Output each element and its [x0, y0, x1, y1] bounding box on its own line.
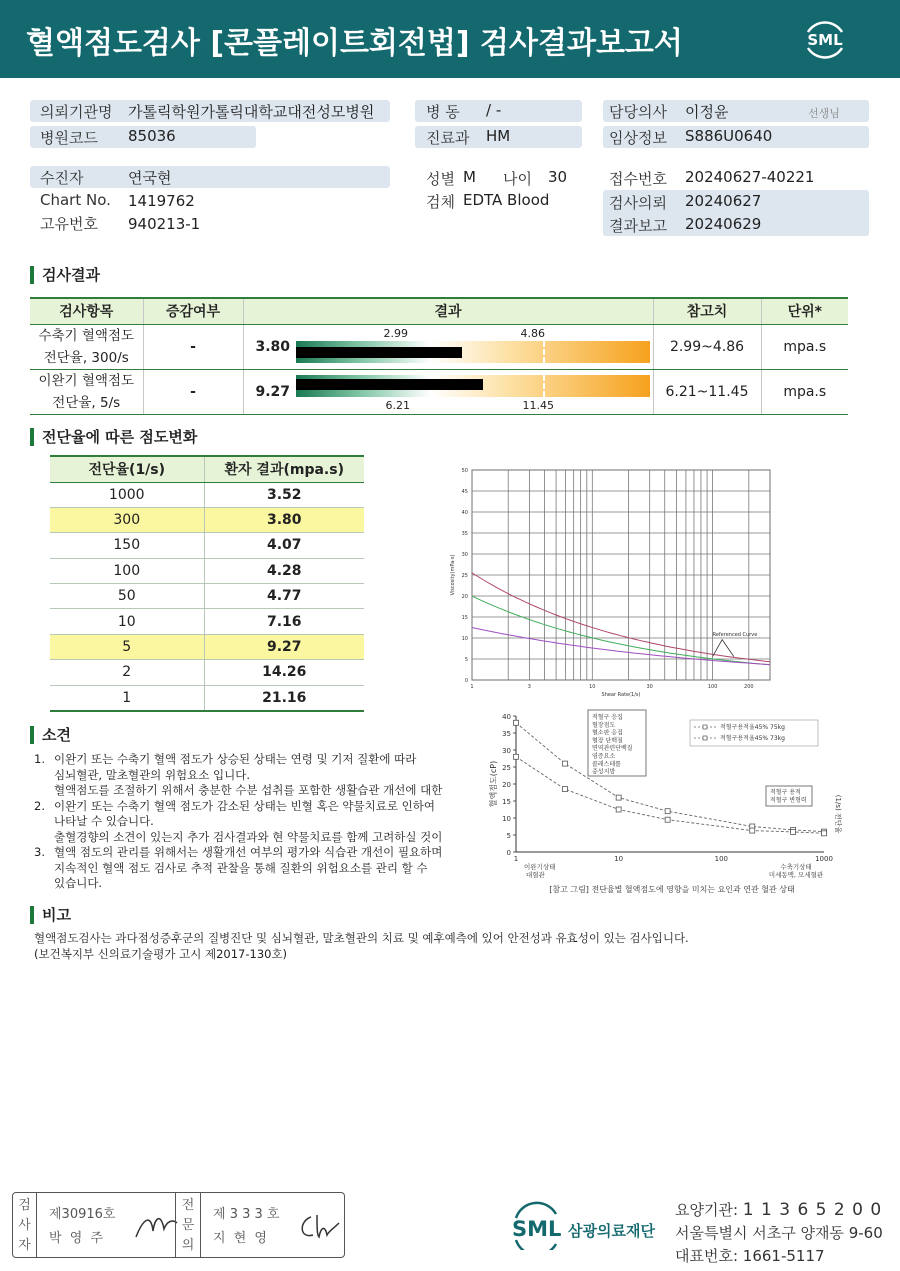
table-row — [50, 533, 364, 558]
col-shear-rate: 전단율(1/s) — [50, 456, 204, 482]
doctor-label: 담당의사 — [609, 103, 667, 121]
shear-table — [50, 455, 364, 712]
hospital-code-label: 병원코드 — [40, 129, 98, 147]
series-73kg-point — [562, 787, 567, 792]
list-item: 3. 혈액 점도의 관리를 위해서는 생활개선 여부의 평가와 식습관 개선이 필요하며 지속적인 혈액 점도 검사로 추적 관찰을 통해 질환의 위험요소를 관리 할 수 있습니다. — [34, 845, 443, 890]
y-axis-label: 혈액점도(cP) — [489, 760, 498, 808]
factor-label: 적혈구 응집 — [592, 714, 623, 721]
series-73kg-point — [791, 829, 796, 834]
patient-result-cell: 21.16 — [204, 685, 364, 710]
shear-rate-cell: 5 — [50, 634, 204, 659]
specialist-no: 제 3 3 3 호 — [213, 1207, 280, 1222]
doctor-value: 이정윤 — [685, 103, 729, 121]
report-date-label: 결과보고 — [609, 217, 667, 235]
foundation-logo — [510, 1200, 670, 1254]
x-tick-label: 100 — [707, 684, 718, 690]
x-tick-label: 100 — [714, 855, 729, 863]
shear-rate-cell: 1 — [50, 685, 204, 710]
patient-result-cell: 4.07 — [204, 533, 364, 558]
report-header — [0, 0, 900, 78]
y-tick-label: 5 — [506, 832, 511, 840]
dept-value: HM — [486, 127, 511, 145]
receipt-value: 20240627-40221 — [685, 168, 815, 186]
legend-entry: 적혈구용적율45% 75kg — [720, 724, 785, 731]
report-title: 혈액점도검사 [콘플레이트회전법] 검사결과보고서 — [26, 26, 683, 61]
factor-label: 적혈구 용적 — [770, 789, 801, 796]
y-tick-label: 0 — [506, 849, 511, 857]
y-tick-label: 45 — [461, 489, 468, 495]
y-tick-label: 50 — [461, 468, 468, 474]
sml-logo-icon — [800, 14, 850, 64]
result-gauge — [296, 375, 650, 397]
series-73kg-point — [616, 807, 621, 812]
dept-label: 진료과 — [426, 129, 470, 147]
report-date-value: 20240629 — [685, 215, 762, 233]
shear-rate-cell: 100 — [50, 558, 204, 583]
patient-value: 연국현 — [128, 169, 172, 187]
reference-figure — [484, 706, 854, 902]
y-tick-label: 40 — [461, 510, 468, 516]
shear-rate-cell: 1000 — [50, 482, 204, 507]
flag-cell: - — [143, 324, 243, 369]
gauge-fill — [296, 347, 462, 358]
series-73kg-point — [665, 817, 670, 822]
x-tick-label: 1 — [470, 684, 474, 690]
clinical-label: 임상정보 — [609, 129, 667, 147]
legend-entry: 적혈구용적율45% 73kg — [720, 735, 785, 742]
x-tick-label: 30 — [646, 684, 653, 690]
y-axis-label: Viscosity(mPa·s) — [450, 554, 456, 596]
unique-id-value: 940213-1 — [128, 215, 201, 233]
doctor-suffix: 선생님 — [808, 107, 840, 120]
results-table — [30, 297, 848, 415]
table-row — [50, 609, 364, 634]
hospital-code-value: 85036 — [128, 127, 176, 145]
y-tick-label: 25 — [502, 764, 511, 772]
institution-label: 의뢰기관명 — [40, 103, 113, 121]
y-tick-label: 15 — [461, 615, 468, 621]
unique-id-label: 고유번호 — [40, 215, 98, 233]
table-row — [50, 685, 364, 710]
shear-rate-cell: 150 — [50, 533, 204, 558]
factor-label: 적혈구 변형력 — [770, 797, 807, 804]
patient-result-cell: 9.27 — [204, 634, 364, 659]
chart-no-value: 1419762 — [128, 192, 195, 210]
factor-label: 중성지방 — [592, 768, 616, 776]
table-row — [50, 660, 364, 685]
x-tick-label: 10 — [589, 684, 596, 690]
factor-label: 혈장 단백질 — [592, 737, 623, 745]
table-row — [50, 634, 364, 659]
svg-text:SML: SML — [512, 1217, 562, 1241]
ward-value: / - — [486, 101, 502, 119]
series-75kg-point — [514, 720, 519, 725]
y-tick-label: 20 — [502, 781, 511, 789]
range-high-label: 11.45 — [522, 398, 554, 412]
specialist-name: 지 현 영 — [213, 1231, 269, 1246]
col-patient-result: 환자 결과(mpa.s) — [204, 456, 364, 482]
y-tick-label: 15 — [502, 798, 511, 806]
factor-label: 면역관련단백질 — [592, 745, 633, 753]
range-low-label: 2.99 — [383, 326, 408, 340]
patient-result-cell: 3.80 — [204, 507, 364, 532]
right-caption: 미세동맥, 모세혈관 — [768, 871, 824, 879]
sex-value: M — [463, 168, 476, 186]
col-result: 결과 — [243, 298, 653, 324]
flag-cell: - — [143, 369, 243, 414]
care-institution: 요양기관: 1 1 3 6 5 2 0 0 — [675, 1200, 883, 1220]
item-name: 수축기 혈액점도 — [38, 327, 135, 344]
gauge-fill — [296, 379, 484, 390]
y-tick-label: 5 — [464, 657, 468, 663]
y-tick-label: 35 — [502, 730, 511, 738]
y-tick-label: 30 — [461, 552, 468, 558]
right-caption: 수축기상태 — [780, 863, 812, 871]
series-75kg-point — [562, 761, 567, 766]
table-row — [50, 482, 364, 507]
request-label: 검사의뢰 — [609, 194, 667, 212]
opinion-section-title: 소견 — [30, 726, 71, 744]
shear-rate-cell: 2 — [50, 660, 204, 685]
patient-result-cell: 14.26 — [204, 660, 364, 685]
remark-text: 혈액점도검사는 과다점성증후군의 질병진단 및 심뇌혈관, 말초혈관의 치료 및 예후예측에 있어 안전성과 유효성이 있는 검사입니다. (보건복지부 신의료기술평가 고시 제2017-130호) — [34, 931, 689, 961]
y-tick-label: 25 — [461, 573, 468, 579]
remark-section-title: 비고 — [30, 906, 71, 924]
patient-result-cell: 7.16 — [204, 609, 364, 634]
patient-result-cell: 4.77 — [204, 584, 364, 609]
phone: 대표번호: 1661-5117 — [675, 1247, 825, 1265]
col-item: 검사항목 — [30, 298, 143, 324]
y-tick-label: 35 — [461, 531, 468, 537]
table-row — [50, 558, 364, 583]
signature-box — [12, 1192, 345, 1258]
item-shear: 전단율, 300/s — [43, 349, 129, 366]
y-tick-label: 30 — [502, 747, 511, 755]
series-73kg-point — [514, 754, 519, 759]
opinion-list — [34, 752, 464, 892]
table-row — [50, 507, 364, 532]
y-tick-label: 20 — [461, 594, 468, 600]
inspector-signature-icon — [131, 1209, 181, 1243]
x-tick-label: 10 — [614, 855, 624, 863]
y-tick-label: 40 — [502, 713, 511, 721]
inspector-label: 검 사 자 — [13, 1193, 37, 1257]
ref-cell: 2.99~4.86 — [653, 324, 761, 369]
patient-result-cell: 3.52 — [204, 482, 364, 507]
item-name: 이완기 혈액점도 — [38, 372, 135, 389]
age-label: 나이 — [503, 170, 532, 188]
item-shear: 전단율, 5/s — [52, 394, 121, 411]
col-unit: 단위* — [761, 298, 848, 324]
list-item: 2. 이완기 또는 수축기 혈액 점도가 감소된 상태는 빈혈 혹은 약물치료로 인하여 나타날 수 있습니다. 출혈경향의 소견이 있는지 추가 검사결과와 현 약물치료를 함께 고려하실 것이 — [34, 798, 443, 844]
request-value: 20240627 — [685, 192, 762, 210]
results-section-title: 검사결과 — [30, 266, 100, 284]
shear-rate-cell: 50 — [50, 584, 204, 609]
left-caption: 대혈관 — [526, 871, 545, 879]
table-row — [50, 584, 364, 609]
institution-value: 가톨릭학원가톨릭대학교대전성모병원 — [128, 103, 375, 121]
result-gauge — [296, 341, 650, 363]
factor-label: 염증요소 — [592, 753, 616, 760]
factor-label: 혈장점도 — [592, 721, 616, 729]
table-row — [30, 369, 848, 414]
receipt-label: 접수번호 — [609, 170, 667, 188]
patient-result-cell: 4.28 — [204, 558, 364, 583]
list-item: 1. 이완기 또는 수축기 혈액 점도가 상승된 상태는 연령 및 기저 질환에 따라 심뇌혈관, 말초혈관의 위험요소 입니다. 혈액점도를 조절하기 위해서 충분한 수분 섭취를 포함한 생활습관 개선에 대한 — [34, 752, 443, 797]
series-75kg-point — [616, 795, 621, 800]
ward-label: 병 동 — [426, 103, 460, 121]
col-ref: 참고치 — [653, 298, 761, 324]
patient-label: 수진자 — [40, 169, 84, 187]
range-high-label: 4.86 — [520, 326, 545, 340]
col-flag: 증감여부 — [143, 298, 243, 324]
address: 서울특별시 서초구 양재동 9-60 — [675, 1224, 883, 1242]
shear-rate-cell: 300 — [50, 507, 204, 532]
chart-no-label: Chart No. — [40, 191, 111, 209]
y-tick-label: 10 — [502, 815, 511, 823]
x-tick-label: 1 — [513, 855, 519, 863]
viscosity-chart — [448, 462, 800, 710]
x-tick-label: 200 — [744, 684, 754, 690]
series-73kg-point — [750, 828, 755, 833]
specimen-value: EDTA Blood — [463, 191, 550, 209]
x-tick-label: 1000 — [815, 855, 833, 863]
table-row — [30, 324, 848, 369]
x-tick-label: 3 — [527, 684, 531, 690]
shear-rate-cell: 10 — [50, 609, 204, 634]
series-73kg-point — [822, 831, 827, 836]
specialist-signature-icon — [295, 1209, 343, 1243]
specialist-label: 전 문 의 — [175, 1193, 201, 1257]
specimen-label: 검체 — [426, 193, 455, 211]
unit-cell: mpa.s — [761, 324, 848, 369]
foundation-name: 삼광의료재단 — [568, 1222, 655, 1240]
inspector-name: 박 영 주 — [49, 1231, 105, 1246]
series-75kg-point — [665, 809, 670, 814]
result-value: 9.27 — [255, 383, 291, 400]
left-caption: 이완기상태 — [524, 863, 556, 871]
sex-label: 성별 — [426, 170, 455, 188]
y-tick-label: 10 — [461, 636, 468, 642]
clinical-value: S886U0640 — [685, 127, 773, 145]
ref-cell: 6.21~11.45 — [653, 369, 761, 414]
result-value: 3.80 — [255, 338, 291, 355]
age-value: 30 — [548, 168, 568, 186]
svg-text:SML: SML — [807, 31, 843, 49]
reference-curve-label: Referenced Curve — [712, 631, 758, 638]
y-tick-label: 0 — [464, 678, 468, 684]
inspector-no: 제30916호 — [49, 1207, 116, 1222]
x-axis-label: Shear Rate(1/s) — [601, 692, 641, 698]
right-axis-label: (1/s) 전단율 — [834, 794, 842, 834]
factor-label: 혈소판 응집 — [592, 729, 623, 737]
range-low-label: 6.21 — [385, 398, 410, 412]
unit-cell: mpa.s — [761, 369, 848, 414]
figure-caption: [참고 그림] 전단율별 혈액점도에 영향을 미치는 요인과 연관 혈관 상태 — [549, 885, 795, 894]
shear-section-title: 전단율에 따른 점도변화 — [30, 428, 197, 446]
factor-label: 콜레스테롤 — [592, 760, 621, 768]
